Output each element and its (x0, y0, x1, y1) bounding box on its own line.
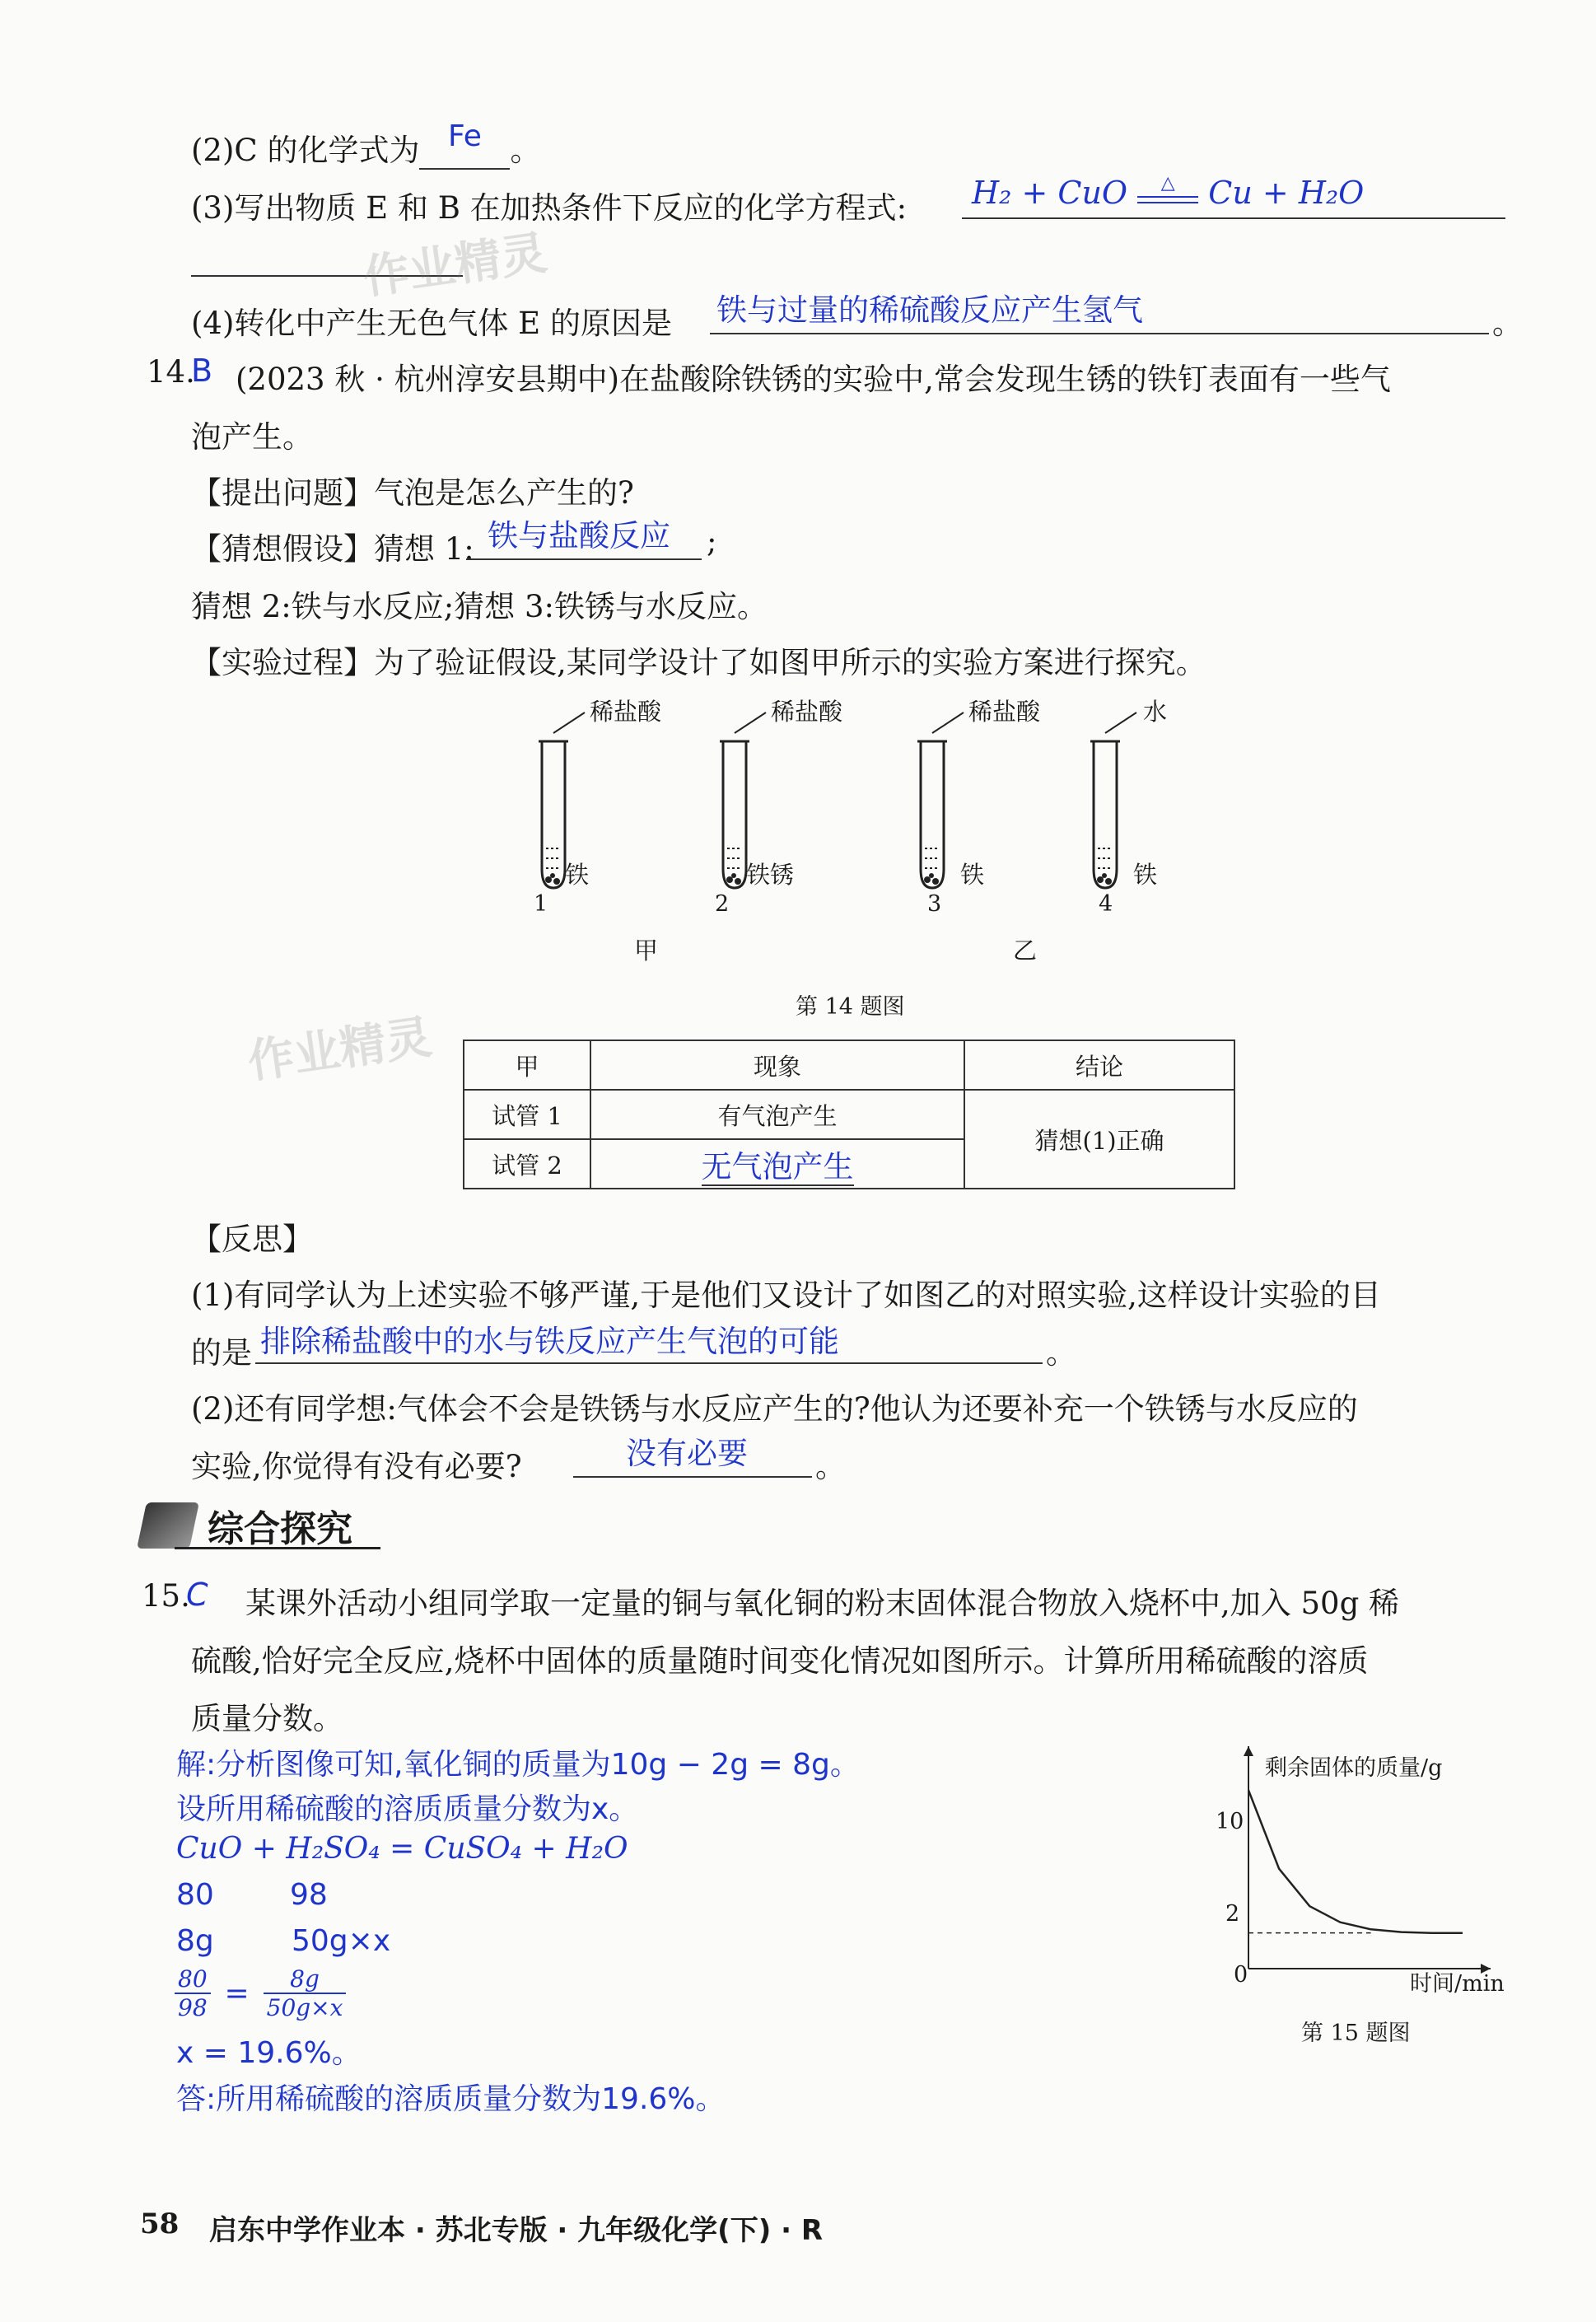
q15-sol5a: 8g (176, 1924, 214, 1958)
q14-r1-line1: (1)有同学认为上述实验不够严谨,于是他们又设计了如图乙的对照实验,这样设计实验的目 (191, 1278, 1381, 1313)
chart-y-arrow (1244, 1746, 1253, 1756)
frac-eq: = (224, 1976, 250, 2011)
heat-triangle-icon: △ (1160, 173, 1175, 194)
q13-part4 (191, 298, 672, 343)
q14-process: 【实验过程】为了验证假设,某同学设计了如图甲所示的实验方案进行探究。 (191, 645, 1206, 680)
chart-xlabel: 时间/min (1410, 1971, 1505, 1997)
q14-r2-line1: (2)还有同学想:气体会不会是铁锈与水反应产生的?他认为还要补充一个铁锈与水反应的 (191, 1391, 1358, 1427)
frac1-den: 98 (178, 1994, 208, 2021)
tube-3-side-label: 铁 (960, 861, 985, 889)
footer-title: 启东中学作业本 · 苏北专版 · 九年级化学(下) · R (209, 2214, 824, 2247)
q13-p4-answer: 铁与过量的稀硫酸反应产生氢气 (716, 292, 1143, 328)
q14-r2-suffix: 。 (815, 1449, 846, 1484)
q13-p4-underline (710, 333, 1489, 334)
q14-question: 【提出问题】气泡是怎么产生的? (191, 475, 634, 511)
q14-number: 14. (147, 354, 195, 390)
table-row2-phenomenon-cell (590, 1139, 964, 1189)
q14-hypo-others: 猜想 2:铁与水反应;猜想 3:铁锈与水反应。 (191, 589, 768, 624)
q14-r1-suffix: 。 (1046, 1335, 1076, 1371)
table-header-group: 甲 (464, 1040, 590, 1090)
group-a-label: 甲 (634, 937, 659, 965)
q14-r1-prefix: 的是 (191, 1335, 252, 1371)
watermark-2: 作业精灵 (245, 1010, 436, 1090)
tube-1-side-label: 铁 (565, 861, 590, 889)
watermark-1: 作业精灵 (360, 226, 551, 306)
q14-reflection-title: 【反思】 (191, 1222, 313, 1257)
chart-ylabel: 剩余固体的质量/g (1265, 1755, 1443, 1781)
q13-p3-underline (962, 217, 1505, 219)
q15-sol3: CuO + H₂SO₄ = CuSO₄ + H₂O (176, 1832, 628, 1866)
q15-sol2: 设所用稀硫酸的溶质质量分数为x。 (176, 1792, 639, 1826)
q15-proportion (175, 1965, 346, 2021)
q13-p2-blank (419, 119, 510, 170)
q13-p3-answer (972, 175, 1364, 211)
q14-grade: B (191, 353, 213, 389)
q13-p4-suffix: 。 (1492, 306, 1523, 341)
tube-3-number: 3 (927, 891, 942, 917)
frac2-den: 50g×x (266, 1994, 343, 2021)
q13-p3-answer-right: Cu + H₂O (1208, 175, 1365, 211)
q13-p2-answer: Fe (448, 119, 482, 153)
tube-4-side-label: 铁 (1133, 861, 1158, 889)
table-row1-label: 试管 1 (464, 1090, 590, 1139)
table-header-phenomenon: 现象 (590, 1040, 964, 1090)
footer-page-number: 58 (140, 2208, 180, 2240)
q15-line2: 硫酸,恰好完全反应,烧杯中固体的质量随时间变化情况如图所示。计算所用稀硫酸的溶质 (191, 1643, 1369, 1679)
section-heading (142, 1496, 389, 1553)
q15-sol1: 解:分析图像可知,氧化铜的质量为10g − 2g = 8g。 (176, 1748, 860, 1782)
chart-origin-label: 0 (1234, 1962, 1248, 1988)
q15-sol4b: 98 (290, 1878, 328, 1912)
table-header-conclusion: 结论 (964, 1040, 1234, 1090)
q13-p3-prefix: (3)写出物质 E 和 B 在加热条件下反应的化学方程式: (191, 190, 908, 226)
q14-hypo-suffix: ; (707, 524, 717, 559)
tube-2-side-label: 铁锈 (746, 861, 795, 889)
q14-r2-underline (573, 1476, 812, 1478)
q15-sol5b: 50g×x (292, 1924, 391, 1958)
q15-number: 15. (142, 1578, 190, 1614)
chart-series-line (1248, 1790, 1463, 1932)
chart-ytick-2: 2 (1225, 1901, 1240, 1927)
q15-line3: 质量分数。 (191, 1701, 343, 1736)
group-b-label: 乙 (1013, 937, 1038, 965)
q15-line1: 某课外活动小组同学取一定量的铜与氧化铜的粉末固体混合物放入烧杯中,加入 50g 稀 (245, 1586, 1400, 1621)
chart-ytick-10: 10 (1216, 1809, 1244, 1834)
q14-hypo-answer: 铁与盐酸反应 (488, 518, 670, 554)
q14-source-cont: 泡产生。 (191, 419, 313, 455)
table-row2-phenomenon: 无气泡产生 (701, 1149, 854, 1184)
test-tube-3 (917, 712, 964, 888)
tube-4-top-label: 水 (1143, 698, 1168, 726)
q14-hypo-underline (466, 558, 702, 560)
q14-r2-prefix: 实验,你觉得有没有必要? (191, 1449, 522, 1484)
q13-p3-answer-left: H₂ + CuO (972, 175, 1128, 211)
q14-r1-underline (255, 1362, 1043, 1364)
tube-2-number: 2 (715, 891, 730, 917)
table-row2-label: 试管 2 (464, 1139, 590, 1189)
q13-p2-suffix: 。 (510, 133, 541, 168)
frac1-num: 80 (175, 1965, 211, 1994)
q14-figure-caption: 第 14 题图 (796, 994, 905, 1020)
table-row1-phenomenon: 有气泡产生 (590, 1090, 964, 1139)
q14-hypo-prefix: 【猜想假设】猜想 1: (191, 531, 474, 567)
q13-part3 (191, 183, 907, 227)
tube-1-top-label: 稀盐酸 (590, 698, 662, 726)
q15-sol7: x = 19.6%。 (176, 2036, 362, 2070)
q13-p3-heat-arrow (1137, 173, 1198, 203)
test-tube-4 (1090, 712, 1136, 888)
q14-r1-answer: 排除稀盐酸中的水与铁反应产生气泡的可能 (260, 1324, 839, 1359)
q13-p4-prefix: (4)转化中产生无色气体 E 的原因是 (191, 306, 672, 341)
table-conclusion: 猜想(1)正确 (964, 1090, 1234, 1189)
q14-test-tube-figure (461, 684, 1219, 1005)
q15-sol8: 答:所用稀硫酸的溶质质量分数为19.6%。 (176, 2082, 726, 2116)
q14-source: (2023 秋 · 杭州淳安县期中)在盐酸除铁锈的实验中,常会发现生锈的铁钉表面有一些气 (236, 362, 1391, 397)
chart-title: 第 15 题图 (1301, 2021, 1411, 2046)
q13-p2-prefix: (2)C 的化学式为 (191, 133, 420, 168)
frac2-num: 8g (264, 1965, 347, 1994)
tube-2-top-label: 稀盐酸 (771, 698, 843, 726)
q15-grade: C (186, 1577, 208, 1613)
tube-4-number: 4 (1099, 891, 1113, 917)
tube-1-number: 1 (534, 891, 548, 917)
q13-part2 (191, 119, 541, 170)
section-title: 综合探究 (208, 1508, 352, 1550)
q15-sol4a: 80 (176, 1878, 214, 1912)
section-heading-icon (137, 1502, 199, 1549)
tube-3-top-label: 稀盐酸 (968, 698, 1041, 726)
q14-result-table (463, 1040, 1235, 1189)
q14-r2-answer: 没有必要 (626, 1436, 748, 1471)
